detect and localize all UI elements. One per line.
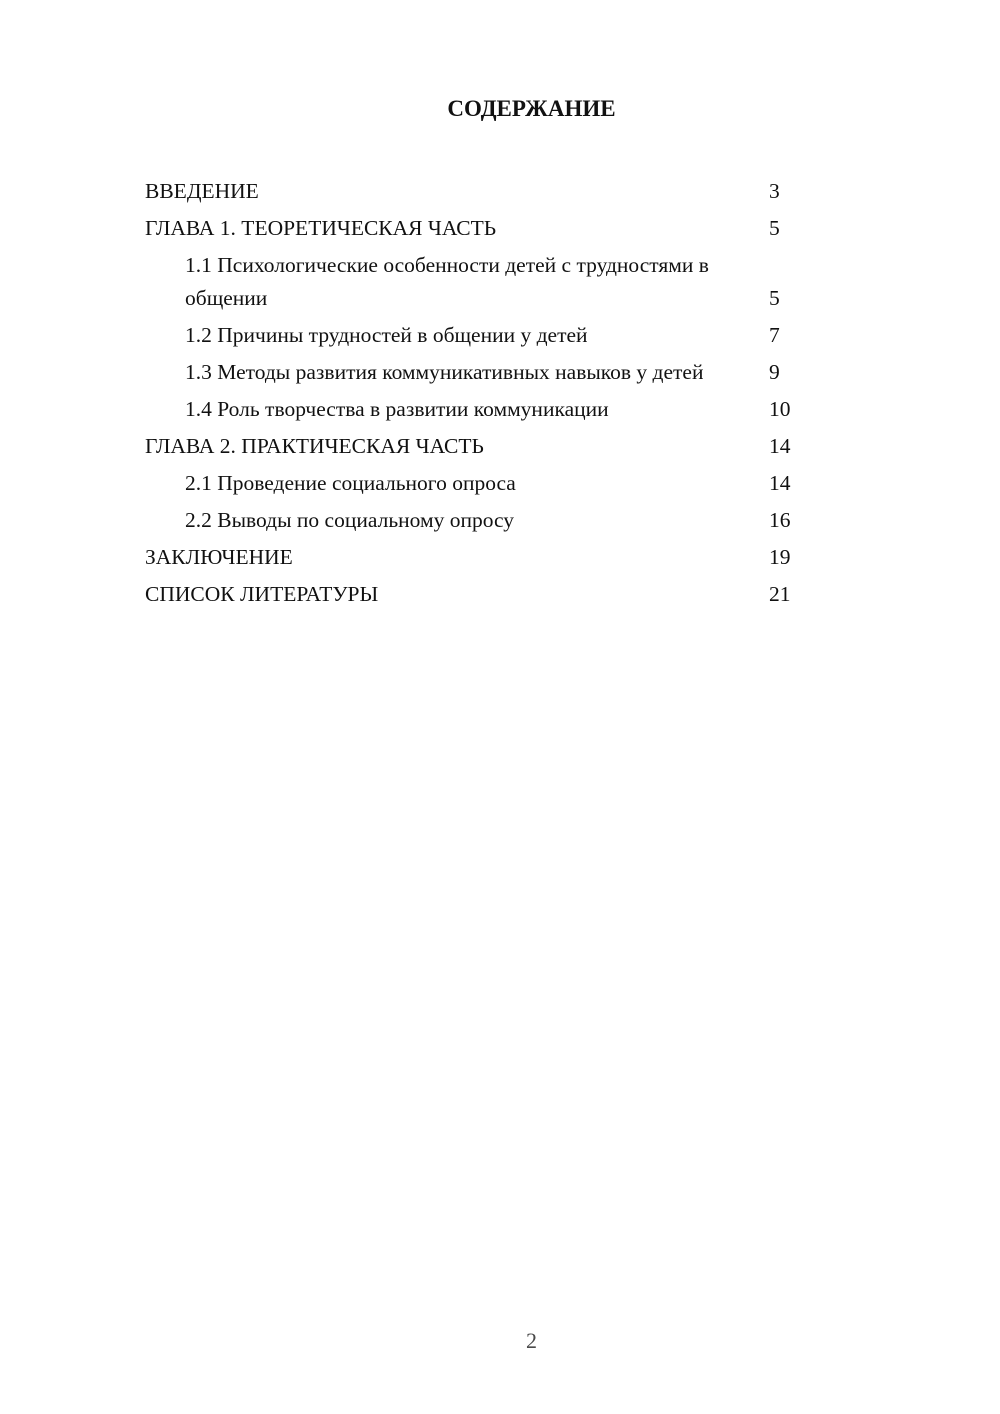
toc-entry-page: 14 <box>769 471 791 495</box>
toc-entry-label: 2.1 Проведение социального опроса <box>185 471 516 495</box>
toc-entry-label: 1.1 Психологические особенности детей с трудностями в общении <box>185 253 709 310</box>
toc-entry <box>145 578 918 611</box>
toc-entry-label: СПИСОК ЛИТЕРАТУРЫ <box>145 582 379 606</box>
toc-entry-page: 3 <box>769 179 780 203</box>
toc-entry-page: 19 <box>769 545 791 569</box>
toc-entry-page: 5 <box>769 286 780 310</box>
toc-entry-label: 1.3 Методы развития коммуникативных навыков у детей <box>185 360 704 384</box>
toc-entry-label: ЗАКЛЮЧЕНИЕ <box>145 545 293 569</box>
toc-entry-page: 16 <box>769 508 791 532</box>
toc-entry-page: 5 <box>769 216 780 240</box>
page-number: 2 <box>526 1328 537 1353</box>
toc-entry-label: 1.2 Причины трудностей в общении у детей <box>185 323 588 347</box>
toc-list <box>145 175 918 611</box>
toc-entry-label: ГЛАВА 2. ПРАКТИЧЕСКАЯ ЧАСТЬ <box>145 434 484 458</box>
toc-entry-page: 9 <box>769 360 780 384</box>
toc-entry-page: 14 <box>769 434 791 458</box>
toc-entry <box>145 319 918 352</box>
toc-entry <box>145 249 918 315</box>
toc-entry <box>145 430 918 463</box>
toc-entry-page: 21 <box>769 582 791 606</box>
toc-entry <box>145 356 918 389</box>
toc-entry <box>145 504 918 537</box>
toc-entry-label: ГЛАВА 1. ТЕОРЕТИЧЕСКАЯ ЧАСТЬ <box>145 216 497 240</box>
toc-entry-page: 10 <box>769 397 791 421</box>
toc-entry <box>145 175 918 208</box>
toc-entry <box>145 467 918 500</box>
toc-entry <box>145 541 918 574</box>
toc-title: СОДЕРЖАНИЕ <box>447 96 616 121</box>
page-footer <box>145 1326 918 1356</box>
toc-entry <box>145 393 918 426</box>
toc-entry-label: ВВЕДЕНИЕ <box>145 179 259 203</box>
toc-entry-label: 1.4 Роль творчества в развитии коммуникации <box>185 397 609 421</box>
toc-entry-page: 7 <box>769 323 780 347</box>
toc-entry-label: 2.2 Выводы по социальному опросу <box>185 508 515 532</box>
toc-entry <box>145 212 918 245</box>
